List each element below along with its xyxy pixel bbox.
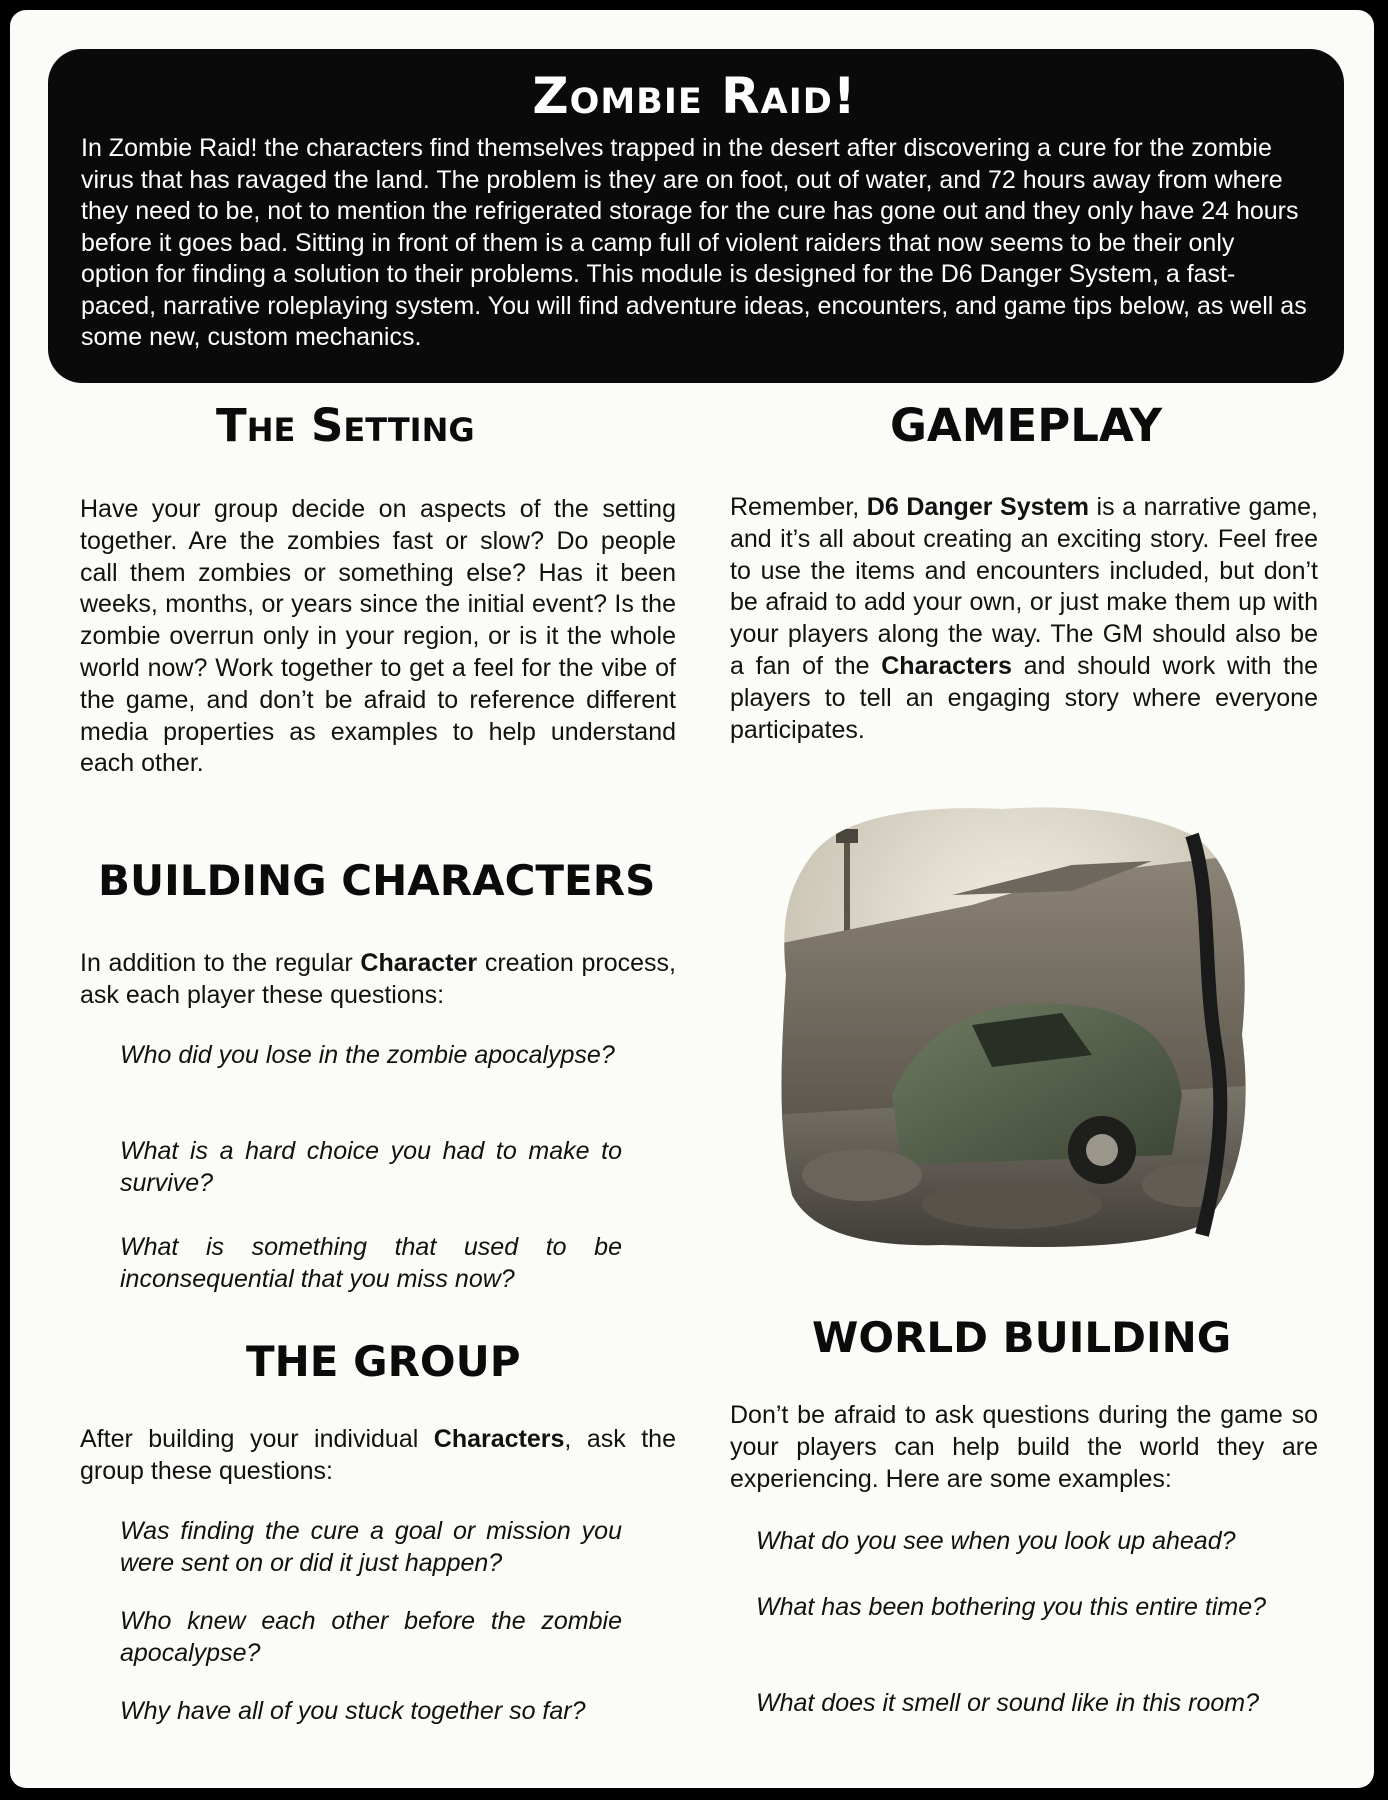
building-intro-end: creation process, ask each player these questions: bbox=[80, 949, 676, 1009]
group-question-1: Was finding the cure a goal or mission you were sent on or did it just happen? bbox=[120, 1517, 622, 1577]
gameplay-text bbox=[730, 492, 1318, 746]
world-question-3: What does it smell or sound like in this room? bbox=[756, 1689, 1259, 1717]
gameplay-bold-characters: Characters bbox=[881, 651, 1012, 680]
banner-text: In Zombie Raid! the characters find themselves trapped in the desert after discovering a cure for the zombie virus that has ravaged the land. The problem is they are on foot, out of water, and 72 hours away from where they need to be, not to mention the refrigerated storage for the cure has gone out and they only have 24 hours before it goes bad. Sitting in front of them is a camp full of violent raiders that now seems to be their only option for finding a solution to their problems. This module is designed for the D6 Danger System, a fast-paced, narrative roleplaying system. You will find adventure ideas, encounters, and game tips below, as well as some new, custom mechanics. bbox=[81, 134, 1307, 351]
group-heading: THE GROUP bbox=[246, 1337, 521, 1386]
setting-heading: The Setting bbox=[216, 399, 475, 452]
group-intro-start: After building your individual bbox=[80, 1425, 434, 1453]
group-intro bbox=[80, 1424, 676, 1488]
gameplay-text-middle: is a narrative game, and it’s all about creating an exciting story. Feel free to use the items and encounters included, but don’t be afraid to add your own, or just make them up with your players along the way. The GM should also be a fan of the bbox=[730, 493, 1318, 680]
building-intro-bold: Character bbox=[360, 949, 478, 977]
building-intro-start: In addition to the regular bbox=[80, 949, 361, 977]
world-intro: Don’t be afraid to ask questions during the game so your players can help build the world they are experiencing. Here are some examples: bbox=[730, 1401, 1318, 1493]
building-characters-heading: BUILDING CHARACTERS bbox=[98, 856, 656, 905]
gameplay-bold-system: D6 Danger System bbox=[866, 493, 1089, 521]
group-question-2: Who knew each other before the zombie apocalypse? bbox=[120, 1607, 622, 1667]
group-question-3: Why have all of you stuck together so far? bbox=[120, 1697, 586, 1725]
group-intro-bold: Characters bbox=[433, 1425, 565, 1453]
building-question-3: What is something that used to be inconsequential that you miss now? bbox=[120, 1233, 622, 1293]
world-building-heading: WORLD BUILDING bbox=[812, 1313, 1232, 1362]
building-intro bbox=[80, 948, 676, 1012]
gameplay-text-end: and should work with the players to tell an engaging story where everyone participates. bbox=[730, 651, 1318, 744]
building-question-2: What is a hard choice you had to make to survive? bbox=[120, 1137, 622, 1197]
world-question-1: What do you see when you look up ahead? bbox=[756, 1527, 1236, 1555]
group-intro-end: , ask the group these questions: bbox=[80, 1425, 676, 1485]
building-question-1: Who did you lose in the zombie apocalypse? bbox=[120, 1041, 615, 1069]
gameplay-heading: GAMEPLAY bbox=[890, 399, 1163, 452]
setting-text: Have your group decide on aspects of the setting together. Are the zombies fast or slow? Do people call them zombies or something else? Has it been weeks, months, or years since the initial event? Is the zombie overrun only in your region, or is it the whole world now? Work together to get a feel for the vibe of the game, and don’t be afraid to reference different media properties as examples to help understand each other. bbox=[80, 495, 676, 778]
world-question-2: What has been bothering you this entire time? bbox=[756, 1593, 1267, 1621]
page bbox=[10, 10, 1374, 1788]
gameplay-text-start: Remember, bbox=[730, 493, 867, 521]
intro-banner bbox=[48, 49, 1344, 383]
banner-title: Zombie Raid! bbox=[532, 67, 857, 125]
wrecked-car-illustration bbox=[772, 795, 1262, 1255]
